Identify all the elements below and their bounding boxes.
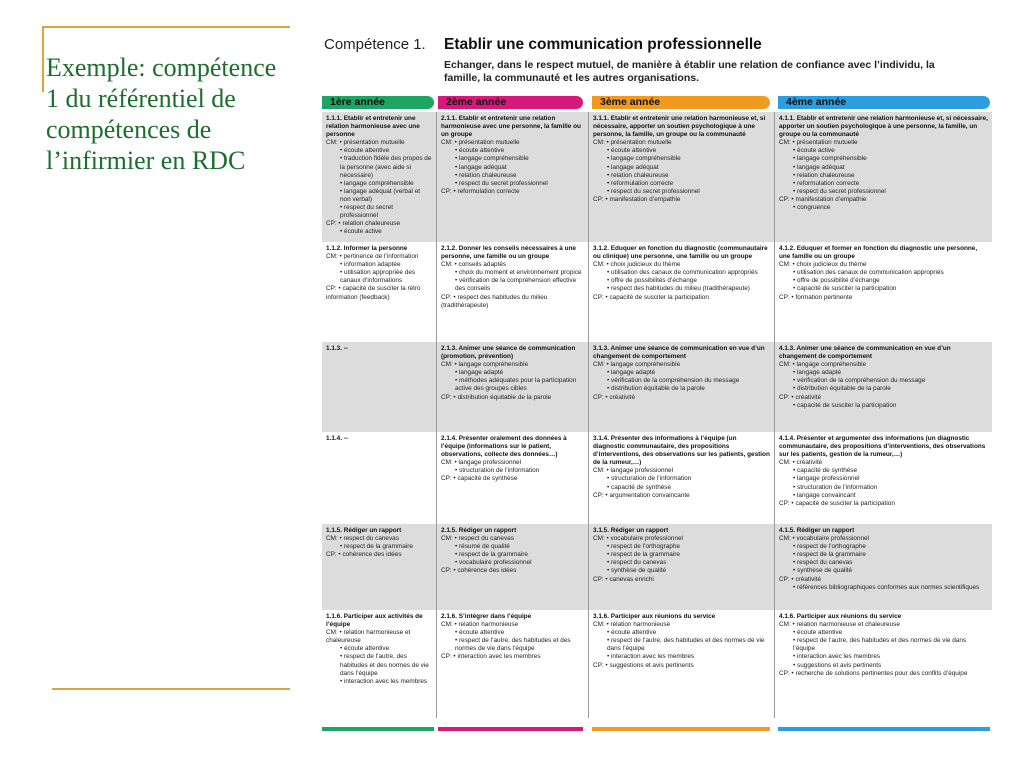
footer-bar-4 [778, 727, 990, 731]
year-bar-3: 3ème année [592, 96, 770, 109]
year-footer-bars [322, 727, 992, 732]
table-cell: 2.1.2. Donner les conseils nécessaires à une personne, une famille ou un groupe CM: • conseils adaptés • choix du moment et environnement propice • vérification de la compréhension effective des conseils CP: • respect des habitudes du milieu (tradithérapeute) [436, 242, 588, 342]
document-header [324, 34, 996, 94]
year-bar-2: 2ème année [438, 96, 583, 109]
table-cell: 2.1.3. Animer une séance de communication (promotion, prévention) CM: • langage compréhensible • langage adapté • méthodes adéquates pour la participation active des groupes cibles CP: • distribution équitable de la parole [436, 342, 588, 432]
table-cell: 2.1.5. Rédiger un rapport CM: • respect du canevas • résumé de qualité • respect de la grammaire • vocabulaire professionnel CP: • cohérence des idées [436, 524, 588, 610]
table-cell: 3.1.3. Animer une séance de communication en vue d’un changement de comportement CM: • langage compréhensible • langage adapté • vérification de la compréhension du message • distribution équitable de la parole CP: • créativité [588, 342, 774, 432]
table-cell: 2.1.1. Etablir et entretenir une relation harmonieuse avec une personne, la famille ou un groupe CM: • présentation mutuelle • écoute attentive • langage compréhensible • langage adéquat • relation chaleureuse • respect du secret professionnel CP: • reformulation correcte [436, 112, 588, 242]
slide-accent-line-vertical [42, 26, 44, 92]
table-row [322, 610, 992, 718]
table-row [322, 242, 992, 342]
table-cell: 4.1.1. Etablir et entretenir une relation harmonieuse et, si nécessaire, apporter un soutien psychologique à une personne, la famille, un groupe ou la communauté CM: • présentation mutuelle • écoute active • langage compréhensible • langage adéquat • relation chaleureuse • reformulation correcte • respect du secret professionnel CP: • manifestation d’empathie • congruence [774, 112, 992, 242]
slide-accent-line-top [42, 26, 290, 28]
table-cell: 1.1.5. Rédiger un rapport CM: • respect du canevas • respect de la grammaire CP: • cohérence des idées [326, 527, 413, 559]
year-bar-4: 4ème année [778, 96, 990, 109]
table-row [322, 112, 992, 242]
table-cell: 1.1.1. Etablir et entretenir une relation harmonieuse avec une personne CM: • présentation mutuelle • écoute attentive • traduction fidèle des propos de la personne (avec aide si nécessaire) • langage compréhensible • langage adéquat (verbal et non verbal) • respect du secret professionnel CP: • relation chaleureuse • écoute active [326, 115, 432, 236]
table-cell: 4.1.5. Rédiger un rapport CM: • vocabulaire professionnel • respect de l’orthographe • respect de la grammaire • respect du canevas • synthèse de qualité CP: • créativité • références bibliographiques conformes aux normes scientifiques [774, 524, 992, 610]
table-cell: 3.1.1. Etablir et entretenir une relation harmonieuse et, si nécessaire, apporter un soutien psychologique à une personne, la famille, un groupe ou la communauté CM: • présentation mutuelle • écoute attentive • langage compréhensible • langage adéquat • relation chaleureuse • reformulation correcte • respect du secret professionnel CP: • manifestation d’empathie [588, 112, 774, 242]
footer-bar-1 [322, 727, 434, 731]
year-bar-1: 1ère année [322, 96, 434, 109]
table-cell: 4.1.2. Eduquer et former en fonction du diagnostic une personne, une famille ou un groupe CM: • choix judicieux du thème • utilisation des canaux de communication appropriés • offre de possibilité d’échange • capacité de susciter la participation CP: • formation pertinente [774, 242, 992, 342]
table-cell: 4.1.6. Participer aux réunions du service CM: • relation harmonieuse et chaleureuse • écoute attentive • respect de l’autre, des habitudes et des normes de vie dans l’équipe • interaction avec les membres • suggestions et avis pertinents CP: • recherche de solutions pertinentes pour des conflits d’équipe [774, 610, 992, 718]
table-row [322, 342, 992, 432]
table-cell: 1.1.4. -- [326, 435, 349, 442]
slide-accent-line-bottom [52, 688, 290, 690]
table-cell: 3.1.5. Rédiger un rapport CM: • vocabulaire professionnel • respect de l’orthographe • respect de la grammaire • respect du canevas • synthèse de qualité CP: • canevas enrichi [588, 524, 774, 610]
competence-title: Etablir une communication professionnelle [444, 36, 762, 53]
table-cell: 1.1.3. -- [326, 345, 349, 352]
table-cell: 4.1.4. Présenter et argumenter des informations (un diagnostic communautaire, des propositions d’interventions, des observations sur les patients, gestion de la rumeur,…) CM: • créativité • capacité de synthèse • langage professionnel • structuration de l’information • langage convaincant CP: • capacité de susciter la participation [774, 432, 992, 524]
table-cell: 3.1.4. Présenter des informations à l’équipe (un diagnostic communautaire, des propositions d’interventions, des observations sur les patients, gestion de la rumeur,…) CM: • langage professionnel • structuration de l’information • capacité de synthèse CP: • argumentation convaincante [588, 432, 774, 524]
table-cell: 2.1.4. Présenter oralement des données à l’équipe (informations sur le patient, observations, collecte des données…) CM: • langage professionnel • structuration de l’information CP: • capacité de synthèse [436, 432, 588, 524]
competence-document [318, 30, 996, 740]
table-row [322, 524, 992, 610]
year-header-bars [322, 96, 992, 110]
slide-title: Exemple: compétence 1 du référentiel de compétences de l’infirmier en RDC [46, 53, 277, 175]
footer-bar-2 [438, 727, 583, 731]
footer-bar-3 [592, 727, 770, 731]
competence-number: Compétence 1. [324, 36, 426, 53]
table-cell: 2.1.6. S’intégrer dans l’équipe CM: • relation harmonieuse • écoute attentive • respect de l’autre, des habitudes et des normes de vie dans l’équipe CP: • interaction avec les membres [436, 610, 588, 718]
table-row [322, 432, 992, 524]
table-cell: 4.1.3. Animer une séance de communication en vue d’un changement de comportement CM: • langage compréhensible • langage adapté • vérification de la compréhension du message • distribution équitable de la parole CP: • créativité • capacité de susciter la participation [774, 342, 992, 432]
table-cell: 1.1.2. Informer la personne CM: • pertinence de l’information • information adaptée • utilisation appropriée des canaux d’informations CP: • capacité de susciter la rétro information (feedback) [326, 245, 421, 301]
table-cell: 1.1.6. Participer aux activités de l’équipe CM: • relation harmonieuse et chaleureuse • écoute attentive • respect de l’autre, des habitudes et des normes de vie dans l’équipe • interaction avec les membres [326, 613, 429, 685]
competence-table [322, 112, 992, 718]
competence-subtitle: Echanger, dans le respect mutuel, de manière à établir une relation de confiance avec l’individu, la famille, la communauté et les autres organisations. [444, 59, 935, 84]
table-cell: 3.1.2. Eduquer en fonction du diagnostic (communautaire ou clinique) une personne, une famille ou un groupe CM: • choix judicieux du thème • utilisation des canaux de communication appropriés • offre de possibilités d’échange • respect des habitudes du milieu (tradithérapeute) CP: • capacité de susciter la participation [588, 242, 774, 342]
table-cell: 3.1.6. Participer aux réunions du service CM: • relation harmonieuse • écoute attentive • respect de l’autre, des habitudes et des normes de vie dans l’équipe • interaction avec les membres CP: • suggestions et avis pertinents [588, 610, 774, 718]
